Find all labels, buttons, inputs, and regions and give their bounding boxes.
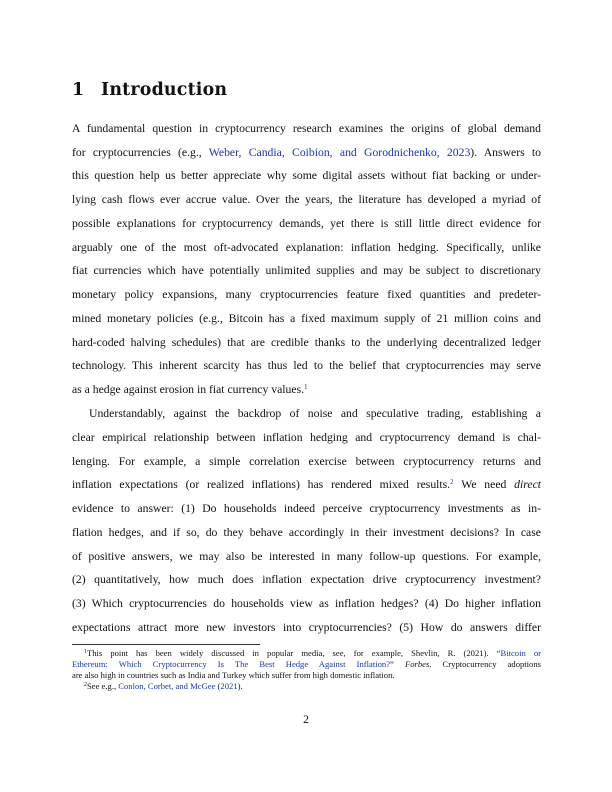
body-line — [72, 430, 541, 446]
footnote-1-link-part2[interactable]: Ethereum: Which Cryptocurrency Is The Best Hedge Against Inflation? — [72, 659, 391, 669]
line-text: A fundamental question in cryptocurrency research examines the origins of global demand — [72, 122, 541, 135]
body-line — [72, 596, 541, 612]
line-text: mined monetary policies (e.g., Bitcoin has a fixed maximum supply of 21 million coins and — [72, 312, 541, 325]
line-text: (2) quantitatively, how much does inflation expectation drive cryptocurrency investment? — [72, 573, 541, 586]
body-line — [72, 335, 541, 351]
footnote-rule — [72, 644, 260, 645]
body-line — [72, 287, 541, 303]
footnote-1-line-3: are also high in countries such as India and Turkey which suffer from high domestic inflation. — [72, 670, 395, 680]
line-text: technology. This inherent scarcity has thus led to the belief that cryptocurrencies may serve — [72, 359, 541, 372]
line-text: We need — [453, 478, 515, 491]
page-number: 2 — [303, 713, 309, 726]
line-text: flation hedges, and if so, do they behave accordingly in their investment decisions? In case — [72, 526, 541, 539]
body-line — [72, 406, 541, 422]
footnote-marker[interactable]: 1 — [304, 383, 308, 391]
footnote-1-mark: 1 — [84, 649, 87, 655]
line-text: arguably one of the most oft-advocated explanation: inflation hedging. Specifically, unlike — [72, 241, 541, 254]
section-heading — [72, 80, 227, 100]
body-line — [72, 501, 541, 517]
body-line — [72, 311, 541, 327]
body-line — [72, 168, 541, 184]
footnote-1-line-1: $^1$This point has been widely discussed in popular media, see, for example, Shevlin, R. (2021). “Bitcoin or — [84, 648, 541, 658]
line-text: clear empirical relationship between inflation hedging and cryptocurrency demand is chal- — [72, 431, 541, 444]
body-line — [72, 216, 541, 232]
line-text: (3) Which cryptocurrencies do households view as inflation hedges? (4) Do higher inflation — [72, 597, 541, 610]
line-text: possible explanations for cryptocurrency demands, yet there is still little direct evidence for — [72, 217, 541, 230]
footnote-1-forbes: Forbes — [404, 659, 430, 669]
line-text: lying cash flows ever accrue value. Over the years, the literature has developed a myriad of — [72, 193, 541, 206]
line-text: hard-coded halving schedules) that are credible thanks to the underlying decentralized ledger — [72, 336, 541, 349]
body-line — [72, 145, 541, 161]
body-line — [72, 454, 541, 470]
line-text: fiat currencies which have potentially unlimited supplies and may be subject to discretionary — [72, 264, 541, 277]
line-text: Understandably, against the backdrop of noise and speculative trading, establishing a — [89, 407, 541, 420]
line-text: lenging. For example, a simple correlation exercise between cryptocurrency returns and — [72, 455, 541, 468]
footnote-2-mark: 2 — [84, 682, 87, 688]
line-text: inflation expectations (or realized inflations) has rendered mixed results. — [72, 478, 451, 491]
body-line — [72, 549, 541, 565]
body-line — [72, 263, 541, 279]
body-line — [72, 525, 541, 541]
body-line — [72, 240, 541, 256]
line-text: ). Answers to — [470, 146, 541, 159]
body-line — [72, 382, 541, 398]
footnote-2: $^2$See e.g., Conlon, Corbet, and McGee (2021). — [84, 681, 243, 691]
line-text: evidence to answer: (1) Do households indeed perceive cryptocurrency investments as in- — [72, 502, 541, 515]
footnote-2-link[interactable]: Conlon, Corbet, and McGee — [118, 681, 216, 691]
footnote-2-year-link[interactable]: 2021 — [220, 681, 238, 691]
section-title: Introduction — [101, 80, 228, 100]
body-line — [72, 121, 541, 137]
body-line — [72, 572, 541, 588]
footnote-1-line-2: Ethereum: Which Cryptocurrency Is The Best Hedge Against Inflation?” Forbes. Cryptocurrency adoptions — [72, 659, 542, 669]
body-line — [72, 358, 541, 374]
footnote-marker[interactable]: 2 — [450, 478, 454, 486]
line-text: monetary policy expansions, many cryptocurrencies feature fixed quantities and predeter- — [72, 288, 541, 301]
body-line — [72, 620, 541, 636]
line-text: expectations attract more new investors into cryptocurrencies? (5) How do answers differ — [72, 621, 541, 634]
line-text: of positive answers, we may also be interested in many follow-up questions. For example, — [72, 550, 541, 563]
body-line — [72, 477, 541, 493]
line-text: as a hedge against erosion in fiat currency values. — [72, 383, 305, 396]
body-line — [72, 192, 541, 208]
line-text: for cryptocurrencies (e.g., — [72, 146, 209, 159]
emphasis-text: direct — [514, 478, 541, 491]
line-text: this question help us better appreciate why some digital assets without fiat backing or under- — [72, 169, 541, 182]
citation-link[interactable]: Weber, Candia, Coibion, and Gorodnichenko, 2023 — [208, 146, 471, 159]
footnote-1-link-part1[interactable]: Bitcoin or — [500, 648, 541, 658]
section-number: 1 — [72, 80, 85, 100]
